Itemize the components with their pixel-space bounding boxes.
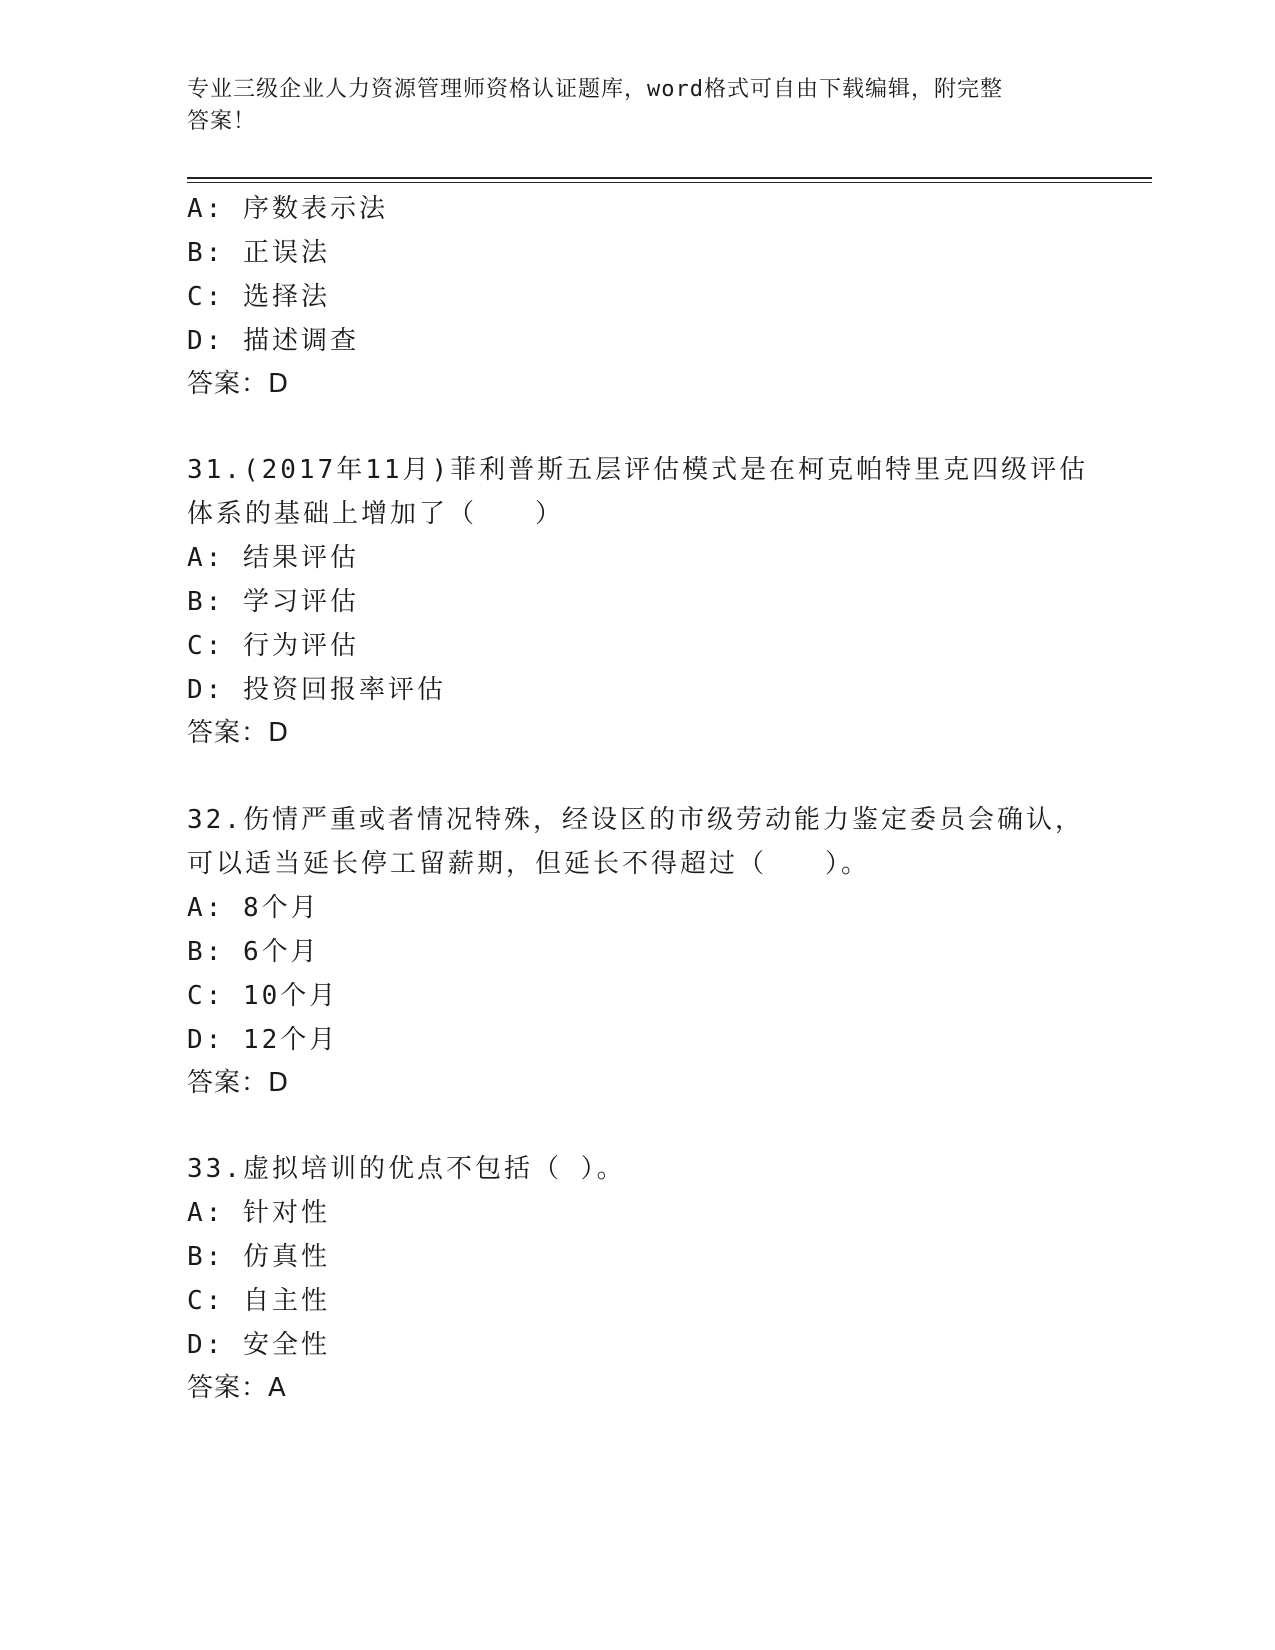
q30-option-d: D: 描述调查 (187, 326, 359, 356)
q32-stem-line-1: 32.伤情严重或者情况特殊，经设区的市级劳动能力鉴定委员会确认， (187, 805, 1084, 835)
q31-stem-line-2: 体系的基础上增加了（ ） (187, 499, 565, 529)
q32-option-d: D: 12个月 (187, 1025, 339, 1055)
q33-stem-line-1: 33.虚拟培训的优点不包括（ ）。 (187, 1154, 626, 1184)
q30-option-b: B: 正误法 (187, 238, 330, 268)
header-divider-thin (187, 182, 1152, 183)
q32-option-c: C: 10个月 (187, 981, 339, 1011)
q33-option-c: C: 自主性 (187, 1286, 330, 1316)
q32-option-a: A: 8个月 (187, 893, 320, 923)
q30-option-a: A: 序数表示法 (187, 194, 388, 224)
q32-option-b: B: 6个月 (187, 937, 320, 967)
q31-answer: 答案：D (187, 718, 290, 748)
q31-option-c: C: 行为评估 (187, 631, 359, 661)
q31-option-a: A: 结果评估 (187, 543, 359, 573)
q31-option-b: B: 学习评估 (187, 587, 359, 617)
q30-option-c: C: 选择法 (187, 282, 330, 312)
q33-option-b: B: 仿真性 (187, 1242, 330, 1272)
q31-option-d: D: 投资回报率评估 (187, 675, 446, 705)
q30-answer: 答案：D (187, 369, 290, 399)
page-header (187, 74, 1067, 138)
q33-option-d: D: 安全性 (187, 1330, 330, 1360)
header-line-2: 答案！ (187, 109, 257, 134)
q33-option-a: A: 针对性 (187, 1198, 330, 1228)
header-divider-thick (187, 177, 1152, 179)
q32-stem-line-2: 可以适当延长停工留薪期，但延长不得超过（ ）。 (187, 849, 871, 879)
q33-answer: 答案：A (187, 1373, 287, 1403)
header-line-1: 专业三级企业人力资源管理师资格认证题库，word格式可自由下载编辑，附完整 (187, 77, 1003, 102)
q32-answer: 答案：D (187, 1068, 290, 1098)
q31-stem-line-1: 31.(2017年11月)菲利普斯五层评估模式是在柯克帕特里克四级评估 (187, 455, 1089, 485)
